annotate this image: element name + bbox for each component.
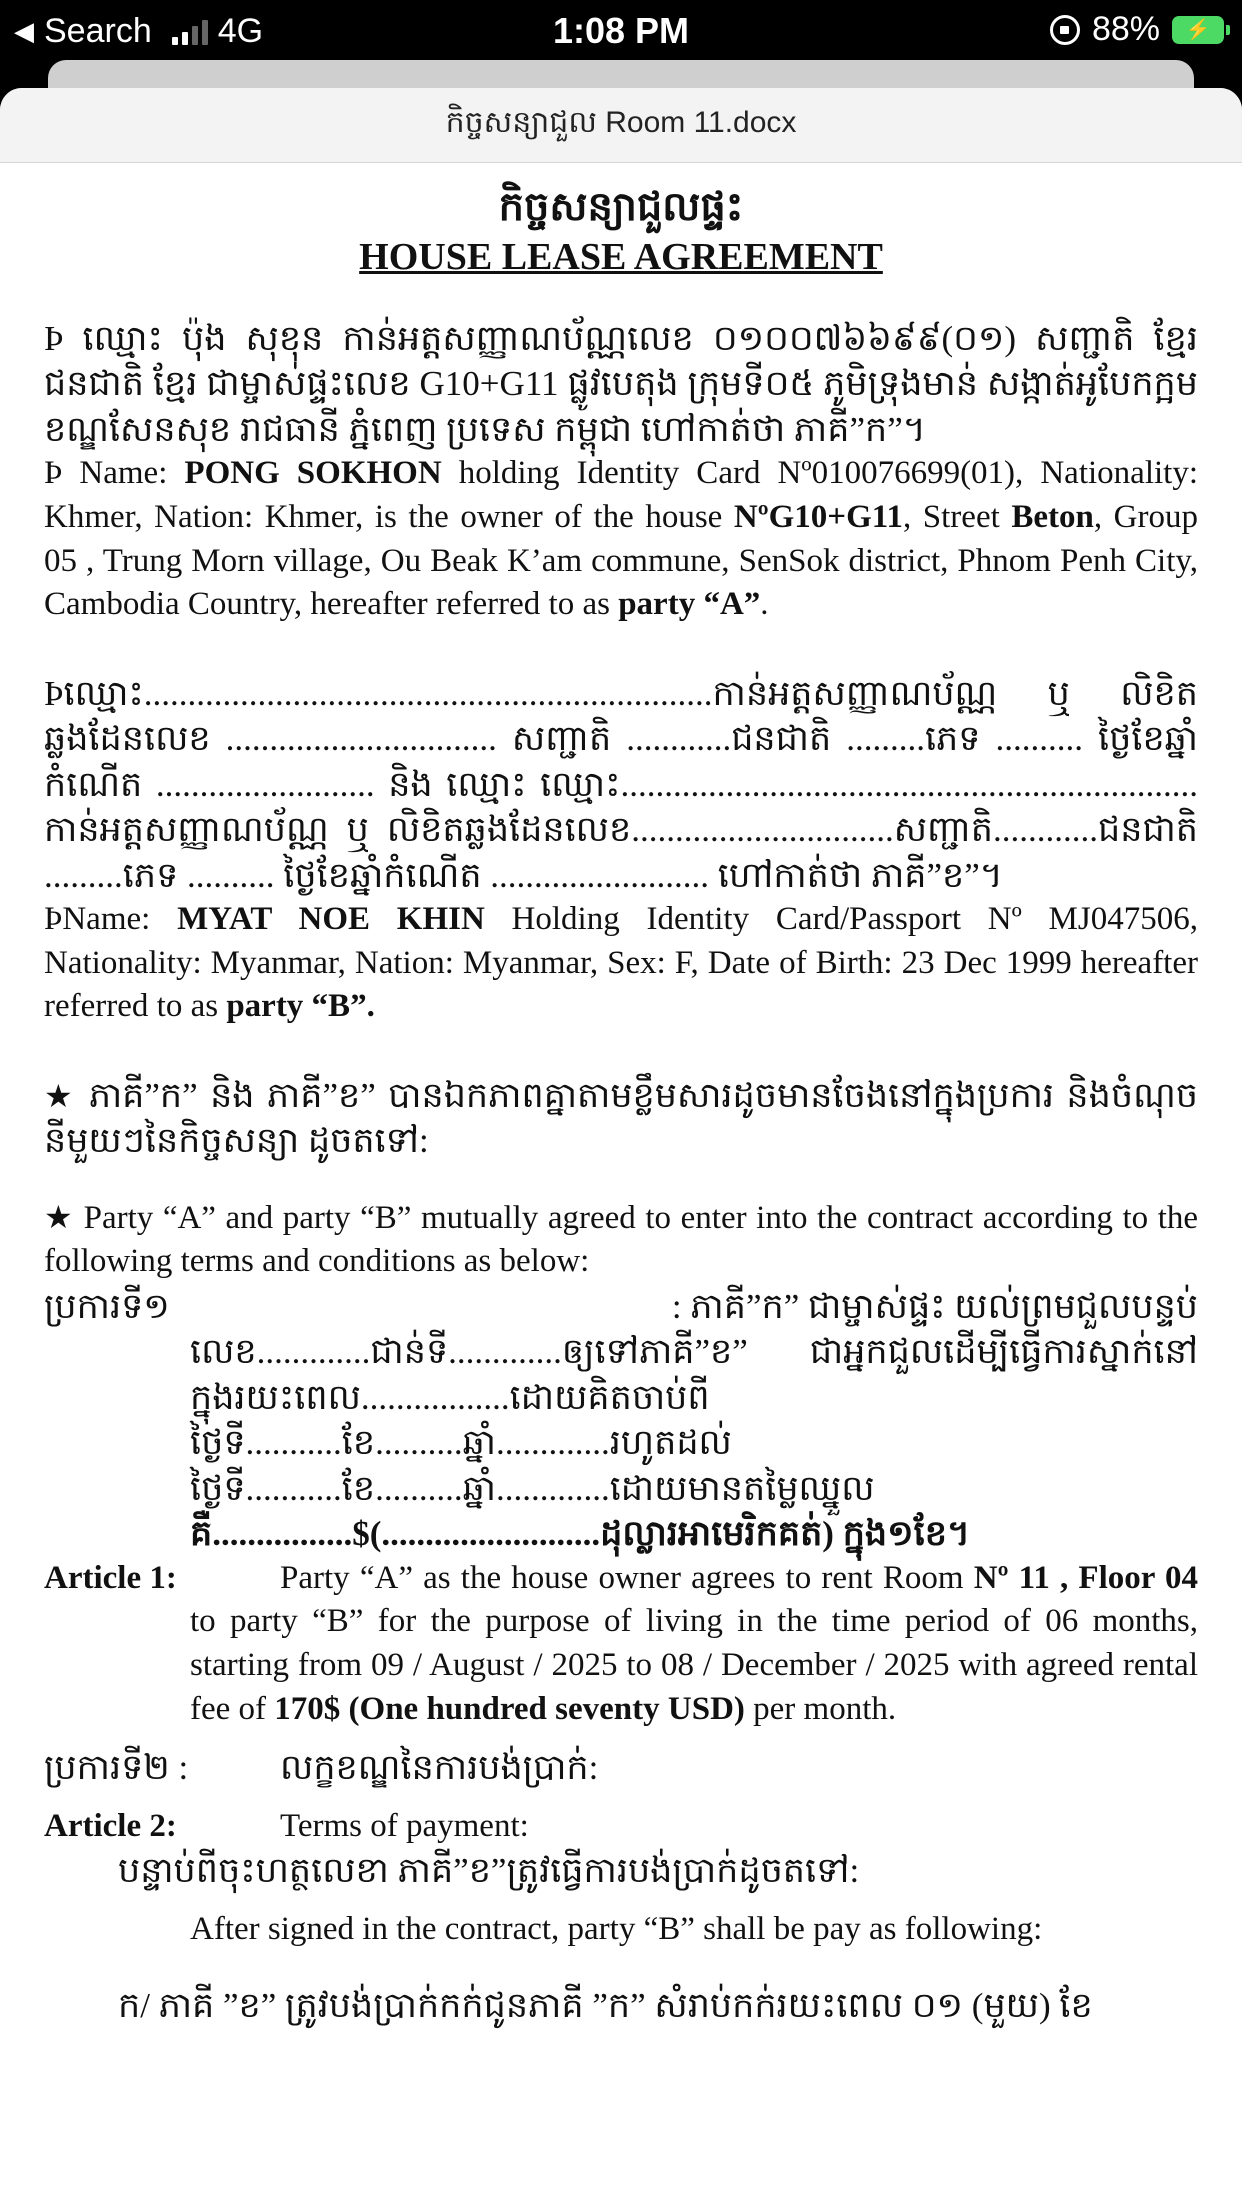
- network-type: 4G: [217, 12, 264, 50]
- document-title-en: HOUSE LEASE AGREEMENT: [359, 235, 883, 278]
- agreement-km: ★ ភាគី”ក” និង ភាគី”ខ” បានឯកភាពគ្នាតាមខ្លឹមសារដូចមានចែងនៅក្នុងប្រការ និងចំណុចនីមួយៗនៃកិច្ចសន្យា ដូចតទៅ:: [44, 1075, 1199, 1161]
- agreement-en: ★ Party “A” and party “B” mutually agreed to enter into the contract according to the following terms and conditions as below:: [44, 1197, 1199, 1280]
- article-1-en: Article 1: Party “A” as the house owner agrees to rent Room Nº 11 , Floor 04 to party “B” for the purpose of living in the time period of 06 months, starting from 09 / August / 2025 to 08 / December / 2025 with agreed rental fee of 170$ (One hundred seventy USD) per month.: [44, 1559, 1198, 1727]
- star-icon: ★: [44, 1197, 75, 1236]
- document-content[interactable]: [0, 163, 1242, 2029]
- clock: 1:08 PM: [552, 10, 690, 51]
- status-right: [1050, 10, 1224, 49]
- orientation-lock-icon: [1050, 15, 1080, 45]
- article-1-km-line: លេខ.............ជាន់ទី.............ឲ្យទៅភាគី”ខ” ជាអ្នកជួលដើម្បីធ្វើការស្នាក់នៅក្នុងរយះពេល.................ដោយគិតចាប់ពី: [190, 1332, 1198, 1417]
- sheet-header[interactable]: [0, 88, 1242, 163]
- article-2-km-sub: បន្ទាប់ពីចុះហត្ថលេខា ភាគី”ខ”ត្រូវធ្វើការបង់ប្រាក់ដូចតទៅ:: [118, 1851, 860, 1891]
- document-name: កិច្ចសន្យាជួល Room 11.docx: [445, 106, 797, 139]
- article-2-km: ប្រការទី២ : លក្ខខណ្ឌនៃការបង់ប្រាក់:: [44, 1748, 599, 1788]
- article-1-km-line: ថ្ងៃទី...........ខែ..........ឆ្នាំ.............ដោយមានតម្លៃឈ្នួល: [190, 1468, 875, 1508]
- back-arrow-icon: ◀: [14, 16, 34, 47]
- document-viewer-sheet[interactable]: [0, 88, 1242, 2208]
- party-b-en: ÞName: MYAT NOE KHIN Holding Identity Card/Passport Nº MJ047506, Nationality: Myanmar, Nation: Myanmar, Sex: F, Date of Birth: 23 Dec 1999 hereafter referred to as party “B”.: [44, 901, 1198, 1025]
- party-a-km: Þ ឈ្មោះ ប៉ុង សុខុន កាន់អត្តសញ្ញាណប័ណ្ណលេខ ០១០០៧៦៦៩៩(០១) សញ្ជាតិ ខ្មែរ ជនជាតិ ខ្មែរ ជាម្ចាស់ផ្ទះលេខ G10+G11 ផ្លូវបេតុង ក្រុមទី០៥ ភូមិទ្រុងមាន់ សង្កាត់អូបែកក្អម ខណ្ឌសែនសុខ រាជធានី ភ្នំពេញ ប្រទេស កម្ពុជា ហៅកាត់ថា ភាគី”ក”។: [44, 318, 1198, 449]
- status-bar: [0, 0, 1242, 62]
- party-a-en: Þ Name: PONG SOKHON holding Identity Card Nº010076699(01), Nationality: Khmer, Nation: Khmer, is the owner of the house NºG10+G11, Street Beton, Group 05 , Trung Morn village, Ou Beak K’am commune, SenSok district, Phnom Penh City, Cambodia Country, hereafter referred to as party “A”.: [44, 455, 1198, 623]
- article-2-en: Article 2: Terms of payment:: [44, 1807, 529, 1844]
- battery-charging-icon: ⚡: [1172, 16, 1224, 44]
- battery-percent: 88%: [1091, 10, 1160, 48]
- article-1-km: ប្រការទី១ : ភាគី”ក” ជាម្ចាស់ផ្ទះ យល់ព្រមជួលបន្ទប់ លេខ.............ជាន់ទី.............ឲ្យទៅភាគី”ខ” ជាអ្នកជួលដើម្បីធ្វើការស្នាក់នៅក្នុងរយះពេល.................ដោយគិតចាប់ពី ថ្ងៃទី...........ខែ..........ឆ្នាំ.............រហូតដល់ ថ្ងៃទី...........ខែ..........ឆ្នាំ.............ដោយមានតម្លៃឈ្នួល គឺ................$(.........................ដុល្លារអាមេរិកគត់) ក្នុង១ខែ។: [44, 1284, 1198, 1557]
- document-title-km: កិច្ចសន្យាជួលផ្ទះ: [498, 184, 744, 229]
- article-2-en-sub: After signed in the contract, party “B” shall be pay as following:: [190, 1910, 1043, 1947]
- back-label: Search: [44, 12, 152, 50]
- party-b-km: Þឈ្មោះ.................................................................កាន់អត្តសញ្ញាណប័ណ្ណ ឬ លិខិតឆ្លងដែនលេខ ............................... សញ្ជាតិ ............ជនជាតិ .........ភេទ .......... ថ្ងៃខែឆ្នាំកំណើត ......................... និង ឈ្មោះ ឈ្មោះ.................................................................. កាន់អត្តសញ្ញាណប័ណ្ណ ឬ លិខិតឆ្លងដែនលេខ..............................សញ្ជាតិ............ជនជាតិ .........ភេទ .......... ថ្ងៃខែឆ្នាំកំណើត ......................... ហៅកាត់ថា ភាគី”ខ”។: [44, 673, 1198, 895]
- article-2-item-a-km: ក/ ភាគី ”ខ” ត្រូវបង់ប្រាក់កក់ជូនភាគី ”ក” សំរាប់កក់រយះពេល ០១ (មួយ) ខែ: [118, 1986, 1093, 2026]
- article-1-km-line: គឺ................$(.........................ដុល្លារអាមេរិកគត់) ក្នុង១ខែ។: [190, 1514, 971, 1554]
- article-1-km-line: ថ្ងៃទី...........ខែ..........ឆ្នាំ.............រហូតដល់: [190, 1423, 732, 1463]
- star-icon: ★: [44, 1076, 77, 1115]
